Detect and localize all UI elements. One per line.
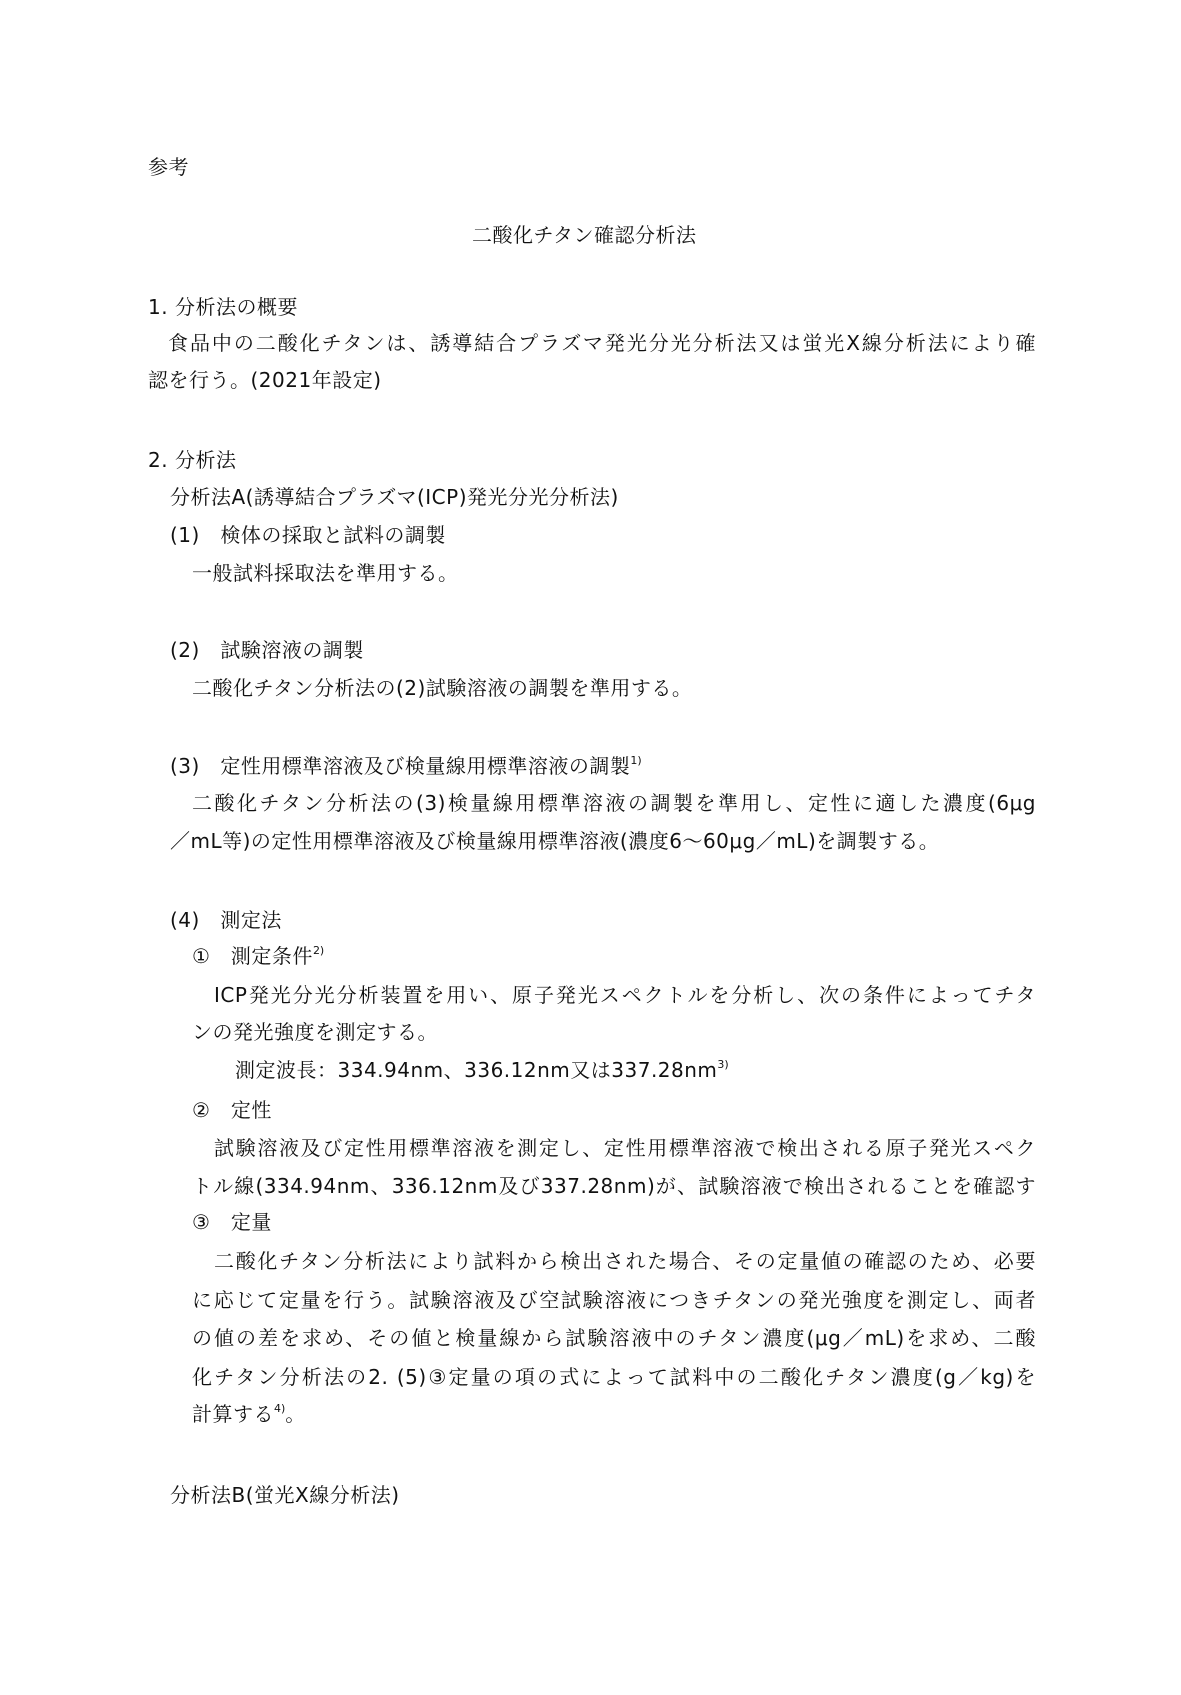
condition-3-heading: ③ 定量 bbox=[192, 1210, 272, 1234]
item-3-body: 二酸化チタン分析法の(3)検量線用標準溶液の調製を準用し、定性に適した濃度(6μg bbox=[192, 791, 1036, 815]
item-4-heading: (4) 測定法 bbox=[170, 908, 282, 932]
condition-3-body-2: に応じて定量を行う。試験溶液及び空試験溶液につきチタンの発光強度を測定し、両者 bbox=[192, 1288, 1036, 1312]
footnote-ref-1: 1) bbox=[630, 754, 642, 767]
condition-3-body-5-end: 。 bbox=[285, 1402, 306, 1426]
item-2-body: 二酸化チタン分析法の(2)試験溶液の調製を準用する。 bbox=[192, 676, 693, 700]
document-title: 二酸化チタン確認分析法 bbox=[472, 223, 697, 247]
condition-3-body: 二酸化チタン分析法により試料から検出された場合、その定量値の確認のため、必要 bbox=[214, 1249, 1036, 1273]
item-3-heading-text: (3) 定性用標準溶液及び検量線用標準溶液の調製 bbox=[170, 754, 631, 778]
condition-2-body-cont: トル線(334.94nm、336.12nm及び337.28nm)が、試験溶液で検出されることを確認す bbox=[192, 1174, 1036, 1198]
section-1-paragraph: 食品中の二酸化チタンは、誘導結合プラズマ発光分光分析法又は蛍光X線分析法により確 bbox=[168, 331, 1036, 355]
condition-2-heading: ② 定性 bbox=[192, 1098, 272, 1122]
item-2-heading: (2) 試験溶液の調製 bbox=[170, 638, 364, 662]
section-1-heading: 1. 分析法の概要 bbox=[148, 295, 298, 319]
condition-3-body-3: の値の差を求め、その値と検量線から試験溶液中のチタン濃度(μg／mL)を求め、二酸 bbox=[192, 1326, 1036, 1350]
item-1-heading: (1) 検体の採取と試料の調製 bbox=[170, 523, 446, 547]
section-1-paragraph-cont: 認を行う。(2021年設定) bbox=[148, 368, 382, 392]
item-3-heading bbox=[170, 753, 642, 779]
method-b-heading: 分析法B(蛍光X線分析法) bbox=[170, 1483, 400, 1507]
section-2-heading: 2. 分析法 bbox=[148, 448, 237, 472]
item-1-body: 一般試料採取法を準用する。 bbox=[192, 561, 459, 585]
method-a-heading: 分析法A(誘導結合プラズマ(ICP)発光分光分析法) bbox=[170, 485, 619, 509]
condition-3-body-5 bbox=[192, 1401, 306, 1427]
condition-2-body: 試験溶液及び定性用標準溶液を測定し、定性用標準溶液で検出される原子発光スペク bbox=[214, 1136, 1036, 1160]
condition-1-heading-text: ① 測定条件 bbox=[192, 944, 313, 968]
ref-label: 参考 bbox=[148, 155, 189, 179]
condition-3-body-5-text: 計算する bbox=[192, 1402, 274, 1426]
wavelength-line bbox=[235, 1057, 729, 1083]
wavelength-text: 測定波長：334.94nm、336.12nm又は337.28nm bbox=[235, 1058, 718, 1082]
condition-1-heading bbox=[192, 943, 324, 969]
condition-1-body-cont: ンの発光強度を測定する。 bbox=[192, 1020, 438, 1044]
condition-1-body: ICP発光分光分析装置を用い、原子発光スペクトルを分析し、次の条件によってチタ bbox=[214, 983, 1036, 1007]
condition-3-body-4: 化チタン分析法の2. (5)③定量の項の式によって試料中の二酸化チタン濃度(g／kg)を bbox=[192, 1365, 1036, 1389]
item-3-body-cont: ／mL等)の定性用標準溶液及び検量線用標準溶液(濃度6～60μg／mL)を調製する。 bbox=[170, 829, 940, 853]
footnote-ref-2: 2) bbox=[312, 944, 325, 957]
footnote-ref-4: 4) bbox=[274, 1402, 286, 1415]
footnote-ref-3: 3) bbox=[717, 1058, 729, 1071]
